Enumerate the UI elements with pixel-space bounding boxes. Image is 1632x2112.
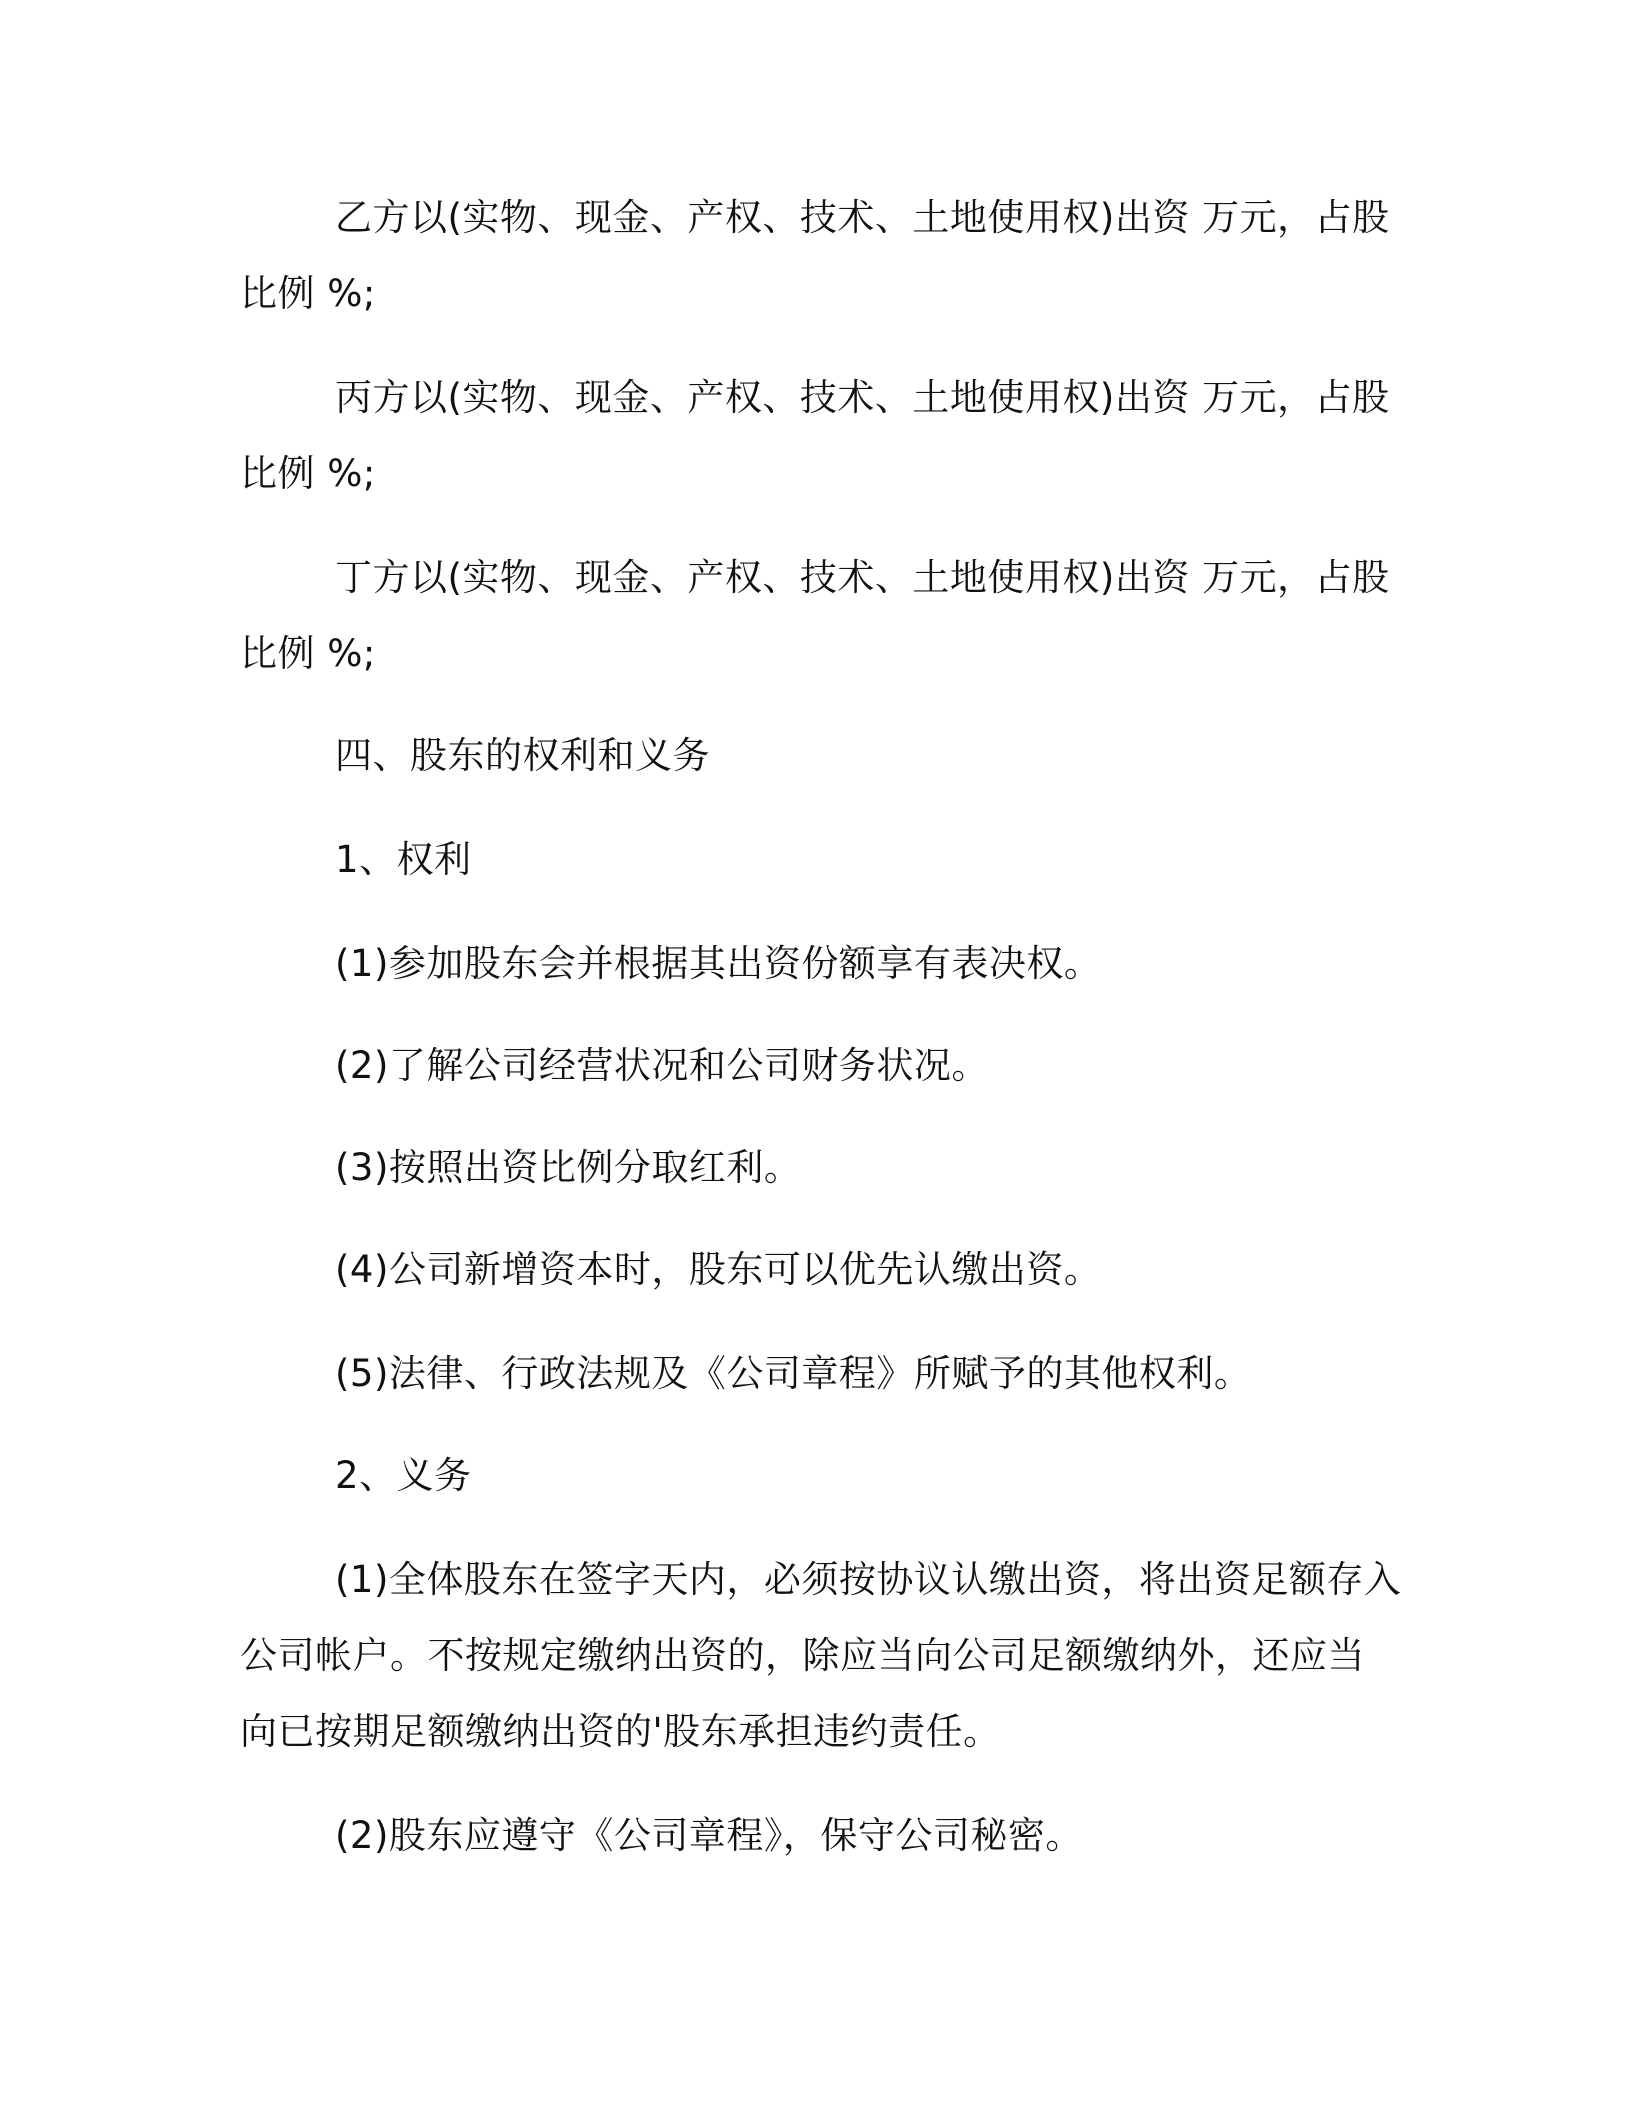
paragraph-line: 向已按期足额缴纳出资的'股东承担违约责任。 (240, 1710, 1001, 1753)
list-item: (5)法律、行政法规及《公司章程》所赋予的其他权利。 (335, 1352, 1252, 1395)
paragraph-line: 比例 %; (240, 272, 376, 315)
rights-item-2 (240, 1028, 1390, 1104)
paragraph-line: 比例 %; (240, 632, 376, 675)
paragraph-party-c-contribution (240, 360, 1390, 512)
subheading: 1、权利 (335, 838, 472, 881)
section-heading-shareholder-rights (240, 718, 1390, 794)
list-item: (4)公司新增资本时，股东可以优先认缴出资。 (335, 1248, 1102, 1291)
obligations-item-2 (240, 1798, 1390, 1874)
paragraph-line: 公司帐户。不按规定缴纳出资的，除应当向公司足额缴纳外，还应当 (240, 1634, 1365, 1677)
paragraph-line: 比例 %; (240, 452, 376, 495)
subheading-rights (240, 822, 1390, 898)
section-heading: 四、股东的权利和义务 (335, 734, 710, 777)
rights-item-5 (240, 1336, 1390, 1412)
list-item: (1)参加股东会并根据其出资份额享有表决权。 (335, 942, 1102, 985)
paragraph-line: (1)全体股东在签字天内，必须按协议认缴出资，将出资足额存入 (335, 1558, 1402, 1601)
paragraph-line: 丁方以(实物、现金、产权、技术、土地使用权)出资 万元，占股 (335, 556, 1390, 599)
rights-item-1 (240, 926, 1390, 1002)
list-item: (3)按照出资比例分取红利。 (335, 1146, 802, 1189)
list-item: (2)股东应遵守《公司章程》，保守公司秘密。 (335, 1814, 1083, 1857)
rights-item-4 (240, 1232, 1390, 1308)
paragraph-line: 丙方以(实物、现金、产权、技术、土地使用权)出资 万元，占股 (335, 376, 1390, 419)
paragraph-party-b-contribution (240, 180, 1390, 332)
rights-item-3 (240, 1130, 1390, 1206)
paragraph-line: 乙方以(实物、现金、产权、技术、土地使用权)出资 万元，占股 (335, 196, 1390, 239)
obligations-item-1 (240, 1542, 1402, 1770)
list-item: (2)了解公司经营状况和公司财务状况。 (335, 1044, 989, 1087)
subheading-obligations (240, 1438, 1390, 1514)
subheading: 2、义务 (335, 1454, 472, 1497)
paragraph-party-d-contribution (240, 540, 1390, 692)
